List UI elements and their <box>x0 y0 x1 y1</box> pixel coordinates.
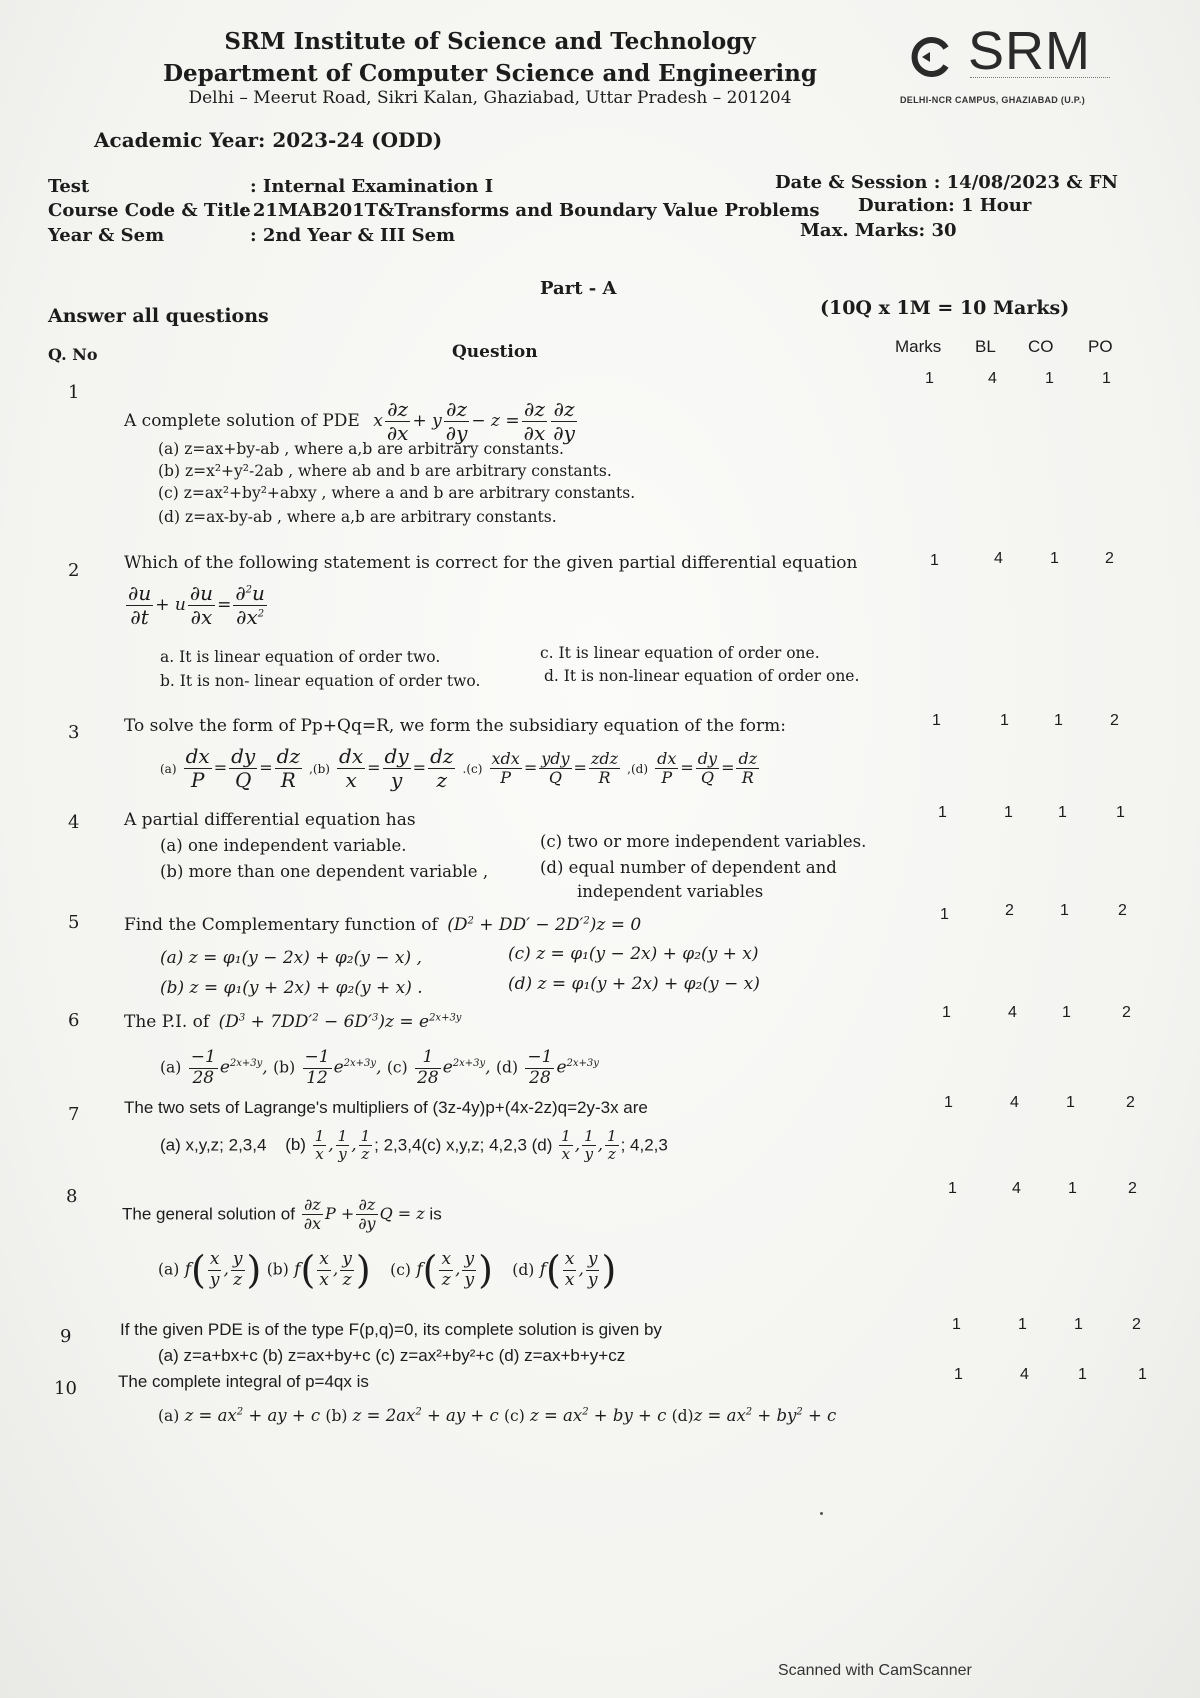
co-value: 1 <box>1058 804 1067 821</box>
po-value: 2 <box>1128 1180 1137 1197</box>
marks-value: 1 <box>942 1004 951 1021</box>
col-co: CO <box>1028 337 1054 356</box>
co-value: 1 <box>1060 902 1069 919</box>
department-name: Department of Computer Science and Engineering <box>163 60 817 87</box>
option-d: d. It is non-linear equation of order one. <box>544 667 860 685</box>
co-value: 1 <box>1045 370 1054 387</box>
pde-equation: $\frac{\partial u}{\partial t}$ + u $\frac{\partial u}{\partial x}$ = $\frac{\partial^2u}{\partial x^2}$ <box>128 581 265 629</box>
po-value: 1 <box>1138 1366 1147 1383</box>
po-value: 2 <box>1132 1316 1141 1333</box>
bl-value: 4 <box>1020 1366 1029 1383</box>
bl-value: 4 <box>1008 1004 1017 1021</box>
option-d-continued: independent variables <box>577 882 764 901</box>
co-value: 1 <box>1068 1180 1077 1197</box>
marks-value: 1 <box>940 906 949 923</box>
scanner-watermark: Scanned with CamScanner <box>778 1662 972 1679</box>
option-b: (b) z = φ₁(y + 2x) + φ₂(y + x) . <box>160 978 423 998</box>
option-d: (d) z=ax-by-ab , where a,b are arbitrary constants. <box>158 508 557 526</box>
co-value: 1 <box>1062 1004 1071 1021</box>
col-po: PO <box>1088 337 1113 356</box>
col-marks: Marks <box>895 337 942 356</box>
options-row: (a) z=a+bx+c (b) z=ax+by+c (c) z=ax²+by²+c (d) z=ax+b+y+cz <box>158 1346 626 1365</box>
bl-value: 2 <box>1005 902 1014 919</box>
po-value: 1 <box>1102 370 1111 387</box>
question-number: 10 <box>54 1378 77 1399</box>
co-value: 1 <box>1050 550 1059 567</box>
po-value: 2 <box>1126 1094 1135 1111</box>
marks-value: 1 <box>948 1180 957 1197</box>
options-row: (a) $\frac{dx}{P}$ = $\frac{dy}{Q}$ = $\frac{dz}{R}$ ,(b) $\frac{dx}{x}$ = $\frac{dy}{y}$ = $\frac{dz}{z}$ .(c) $\frac{\text{xdx}}{P}$ = $\frac{\text{ydy}}{Q}$ = $\frac{\text{zdz}}{R}$ ,(d) $\frac{dx}{P}$ = $\frac{dy}{Q}$ = $\frac{dz}{R}$ <box>160 744 758 792</box>
co-value: 1 <box>1066 1094 1075 1111</box>
co-value: 1 <box>1074 1316 1083 1333</box>
bl-value: 4 <box>1010 1094 1019 1111</box>
marks-value: 1 <box>938 804 947 821</box>
part-title: Part - A <box>540 278 617 299</box>
options-row: (a) x,y,z; 2,3,4 (b) $\frac{1}{x}$ , $\frac{1}{y}$ , $\frac{1}{z}$ ; 2,3,4(c) x,y,z; 4,2,3 (d) $\frac{1}{x}$ , $\frac{1}{y}$ , $\frac{1}{z}$ ; 4,2,3 <box>160 1127 668 1164</box>
question-text: A complete solution of PDE x $\frac{\partial z}{\partial x}$ + y $\frac{\partial z}{\partial y}$ − z = $\frac{\partial z}{\partial x}$ $\frac{\partial z}{\partial y}$ <box>124 397 575 445</box>
scan-speck <box>820 1512 823 1515</box>
logo-divider <box>970 77 1110 82</box>
marks-value: 1 <box>954 1366 963 1383</box>
max-marks: Max. Marks: 30 <box>800 220 957 241</box>
po-value: 2 <box>1122 1004 1131 1021</box>
question-number: 6 <box>68 1010 80 1031</box>
option-a: (a) z = φ₁(y − 2x) + φ₂(y − x) , <box>160 948 422 968</box>
test-label: Test <box>48 176 90 197</box>
institute-name: SRM Institute of Science and Technology <box>224 28 756 55</box>
option-c: (c) two or more independent variables. <box>540 832 867 851</box>
question-number: 3 <box>68 722 80 743</box>
question-text: The two sets of Lagrange's multipliers of (3z-4y)p+(4x-2z)q=2y-3x are <box>124 1098 648 1117</box>
marks-allocation: (10Q x 1M = 10 Marks) <box>820 297 1070 319</box>
question-text: If the given PDE is of the type F(p,q)=0, its complete solution is given by <box>120 1320 662 1339</box>
srm-logo-icon <box>908 34 954 80</box>
option-d: (d) equal number of dependent and <box>540 858 837 877</box>
question-number: 4 <box>68 812 80 833</box>
option-a: (a) one independent variable. <box>160 836 407 855</box>
academic-year: Academic Year: 2023-24 (ODD) <box>94 128 443 152</box>
question-number: 7 <box>68 1104 80 1125</box>
question-text: To solve the form of Pp+Qq=R, we form the subsidiary equation of the form: <box>124 716 787 736</box>
bl-value: 1 <box>1018 1316 1027 1333</box>
marks-value: 1 <box>944 1094 953 1111</box>
marks-value: 1 <box>930 552 939 569</box>
option-c: c. It is linear equation of order one. <box>540 644 820 662</box>
question-text: The P.I. of $(D^3 + 7DD'^2 - 6D'^3)z = e^{2x+3y}$ <box>124 1012 462 1032</box>
question-number: 8 <box>66 1186 78 1207</box>
po-value: 1 <box>1116 804 1125 821</box>
option-b: (b) more than one dependent variable , <box>160 862 489 881</box>
course-value: : 21MAB201T&Transforms and Boundary Value Problems <box>240 200 820 221</box>
options-row: (a) $z = ax^2$ + ay + c (b) $z = 2ax^2$ + ay + c (c) $z = ax^2$ + by + c $(d)z = ax^2 + by^2 + c$ <box>158 1406 837 1425</box>
date-session: Date & Session : 14/08/2023 & FN <box>775 172 1119 193</box>
co-value: 1 <box>1078 1366 1087 1383</box>
bl-value: 4 <box>994 550 1003 567</box>
col-bl: BL <box>975 337 996 356</box>
course-label: Course Code & Title <box>48 200 251 221</box>
options-row: (a) f( $\frac{x}{y}$ , $\frac{y}{z}$ ) (b) f( $\frac{x}{x}$ , $\frac{y}{z}$ ) (c) f( $\frac{x}{z}$ , $\frac{y}{y}$ ) (d) f( $\frac{x}{x}$ , $\frac{y}{y}$ ) <box>158 1248 617 1293</box>
po-value: 2 <box>1105 550 1114 567</box>
question-text: The complete integral of p=4qx is <box>118 1372 369 1391</box>
option-b: b. It is non- linear equation of order two. <box>160 672 481 690</box>
bl-value: 1 <box>1004 804 1013 821</box>
bl-value: 1 <box>1000 712 1009 729</box>
logo-text: SRM <box>968 21 1091 81</box>
co-value: 1 <box>1054 712 1063 729</box>
question-text: Which of the following statement is correct for the given partial differential equation <box>124 553 858 573</box>
options-row: (a) $\frac{-1}{28}$ $e^{2x+3y}$, (b) $\frac{-1}{12}$ $e^{2x+3y}$, (c) $\frac{1}{28}$ $e^{2x+3y}$, (d) $\frac{-1}{28}$ $e^{2x+3y}$ <box>160 1047 599 1088</box>
bl-value: 4 <box>1012 1180 1021 1197</box>
question-text: Find the Complementary function of $(D^2 + DD' - 2D'^2)z = 0$ <box>124 915 642 935</box>
year-value: : 2nd Year & III Sem <box>250 225 456 246</box>
instruction: Answer all questions <box>48 305 269 327</box>
question-number: 9 <box>60 1326 72 1347</box>
option-a: a. It is linear equation of order two. <box>160 648 441 666</box>
option-a: (a) z=ax+by-ab , where a,b are arbitrary constants. <box>158 440 564 458</box>
question-number: 2 <box>68 560 80 581</box>
marks-value: 1 <box>925 370 934 387</box>
campus-text: DELHI-NCR CAMPUS, GHAZIABAD (U.P.) <box>900 95 1086 105</box>
option-c: (c) z = φ₁(y − 2x) + φ₂(y + x) <box>508 944 759 964</box>
duration: Duration: 1 Hour <box>858 195 1032 216</box>
year-label: Year & Sem <box>48 225 165 246</box>
option-b: (b) z=x²+y²-2ab , where ab and b are arbitrary constants. <box>158 462 612 480</box>
question-text: A partial differential equation has <box>124 810 416 830</box>
option-d: (d) z = φ₁(y + 2x) + φ₂(y − x) <box>508 974 760 994</box>
col-qno: Q. No <box>48 345 98 364</box>
col-question: Question <box>452 342 538 362</box>
option-c: (c) z=ax²+by²+abxy , where a and b are arbitrary constants. <box>158 484 636 502</box>
po-value: 2 <box>1118 902 1127 919</box>
marks-value: 1 <box>952 1316 961 1333</box>
question-text: The general solution of $\frac{\partial z}{\partial x}$ P + $\frac{\partial z}{\partial y}$ Q = z is <box>122 1195 442 1234</box>
marks-value: 1 <box>932 712 941 729</box>
test-value: : Internal Examination I <box>250 176 494 197</box>
bl-value: 4 <box>988 370 997 387</box>
question-number: 1 <box>68 382 80 403</box>
question-number: 5 <box>68 912 80 933</box>
address: Delhi – Meerut Road, Sikri Kalan, Ghaziabad, Uttar Pradesh – 201204 <box>188 88 792 108</box>
po-value: 2 <box>1110 712 1119 729</box>
